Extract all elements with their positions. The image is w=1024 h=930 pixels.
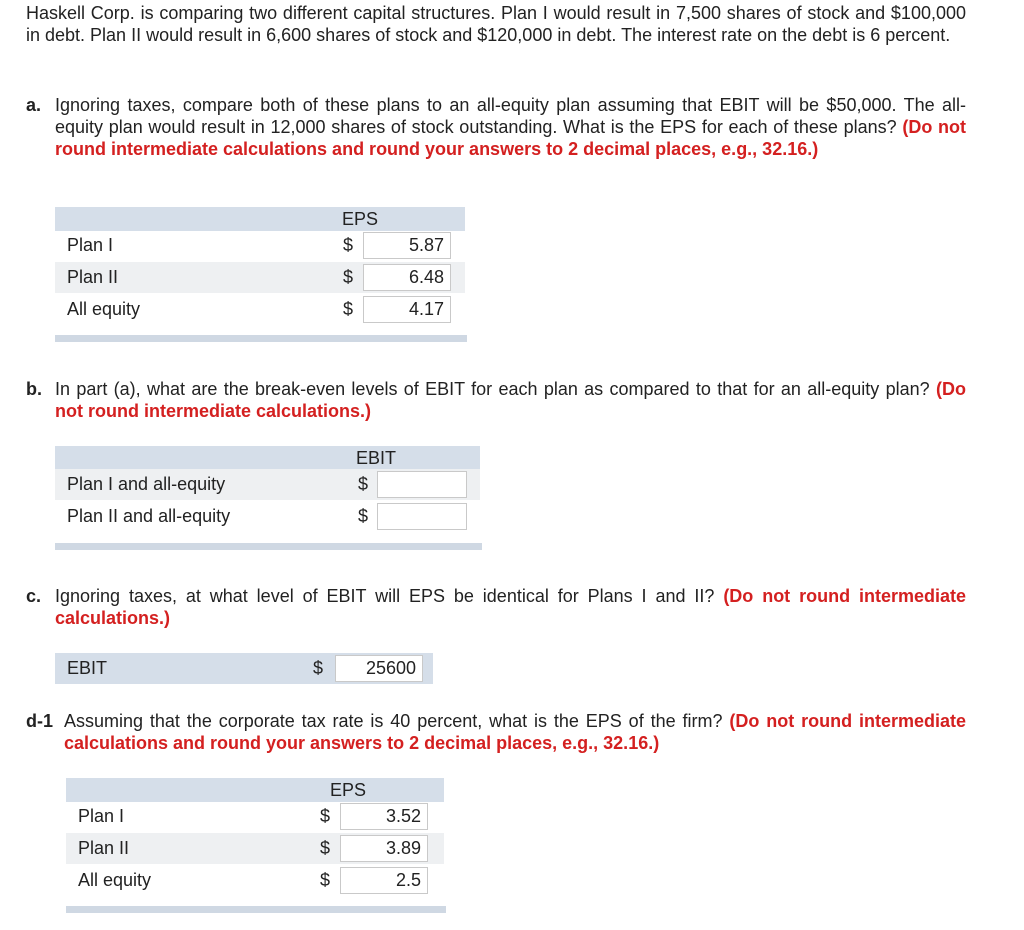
table-d1-footer [66,906,446,913]
question-a-text: Ignoring taxes, compare both of these plans to an all-equity plan assuming that EBIT will be $50,000. The all-equity plan would result in 12,000 shares of stock outstanding. What is the EPS for each of these plans? [55,95,966,137]
question-a-label: a. [26,95,42,115]
table-d1-header [66,778,444,802]
table-a-header [55,207,465,231]
table-d1-row-plan1 [66,801,444,832]
table-a-row-plan1 [55,230,465,261]
table-d1-row-all-equity [66,865,444,896]
dollar-sign: $ [320,870,331,890]
eps-tax-input-all-equity[interactable]: 2.5 [340,867,428,894]
dollar-sign: $ [343,299,354,319]
row-label: Plan II [78,838,130,858]
intro-text: Haskell Corp. is comparing two different capital structures. Plan I would result in 7,500 shares of stock and $100,000 in debt. Plan II would result in 6,600 shares of stock and $120,000 in debt. The interest rate on the debt is 6 percent. [26,3,966,45]
dollar-sign: $ [320,806,331,826]
ebit-input-plan1[interactable] [377,471,467,498]
dollar-sign: $ [358,474,369,494]
question-b-text: In part (a), what are the break-even levels of EBIT for each plan as compared to that for an all-equity plan? [55,379,930,399]
question-a-instruction: (Do not round intermediate calculations and round your answers to 2 decimal places, e.g., 32.16.) [55,117,966,159]
row-label: All equity [67,299,141,319]
question-c-instruction: (Do not round intermediate calculations.) [55,586,966,628]
dollar-sign: $ [320,838,331,858]
row-label: Plan I [67,235,114,255]
question-d1-instruction: (Do not round intermediate calculations and round your answers to 2 decimal places, e.g., 32.16.) [64,711,966,753]
eps-tax-input-plan2[interactable]: 3.89 [340,835,428,862]
table-b-row-plan1 [55,469,480,500]
question-b [26,378,966,422]
table-b-footer [55,543,482,550]
table-d1-row-plan2 [66,833,444,864]
eps-input-plan2[interactable]: 6.48 [363,264,451,291]
table-c-row-ebit [55,653,433,684]
table-b-header-ebit: EBIT [356,448,397,468]
row-label: Plan I [78,806,125,826]
row-label: Plan II [67,267,119,287]
ebit-input-plan2[interactable] [377,503,467,530]
table-a-row-all-equity [55,294,465,325]
row-label: All equity [78,870,152,890]
dollar-sign: $ [313,658,324,678]
table-b-header [55,446,480,470]
dollar-sign: $ [343,235,354,255]
table-b-row-plan2 [55,501,480,532]
question-c [26,585,966,629]
question-b-label: b. [26,379,42,399]
question-b-instruction: (Do not round intermediate calculations.) [55,379,966,421]
question-c-label: c. [26,586,42,606]
question-d1-label: d-1 [26,711,53,731]
table-a-row-plan2 [55,262,465,293]
row-label: Plan II and all-equity [67,506,231,526]
row-label: EBIT [67,658,108,678]
table-a-header-eps: EPS [342,209,379,229]
question-c-text: Ignoring taxes, at what level of EBIT will EPS be identical for Plans I and II? [55,586,715,606]
question-d1-text: Assuming that the corporate tax rate is 40 percent, what is the EPS of the firm? [64,711,723,731]
table-d1-header-eps: EPS [330,780,367,800]
ebit-identical-input[interactable]: 25600 [335,655,423,682]
eps-input-all-equity[interactable]: 4.17 [363,296,451,323]
table-a-footer [55,335,467,342]
dollar-sign: $ [343,267,354,287]
eps-tax-input-plan1[interactable]: 3.52 [340,803,428,830]
eps-input-plan1[interactable]: 5.87 [363,232,451,259]
question-a [26,94,966,160]
row-label: Plan I and all-equity [67,474,226,494]
dollar-sign: $ [358,506,369,526]
question-d1 [26,710,966,754]
